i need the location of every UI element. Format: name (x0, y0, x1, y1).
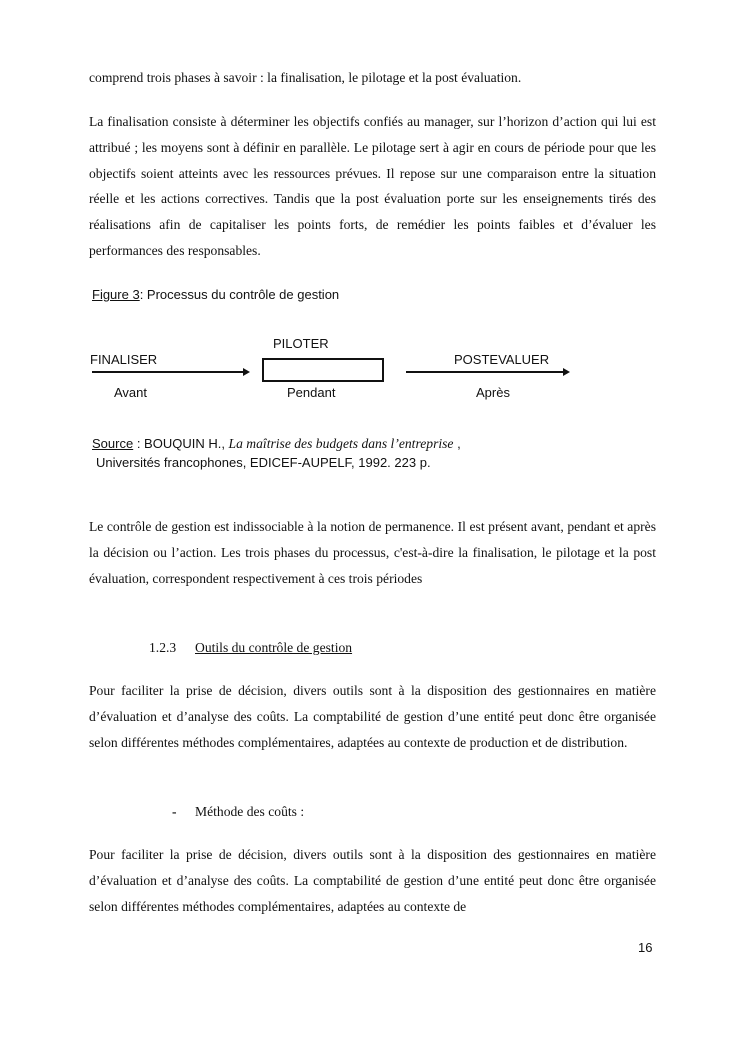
section-title: Outils du contrôle de gestion (195, 640, 353, 655)
source-publisher: Universités francophones, EDICEF-AUPELF, 1992. 223 p. (96, 455, 431, 470)
paragraph-outils: Pour faciliter la prise de décision, divers outils sont à la disposition des gestionnaires en matière d’évaluation et d’analyse des coûts. La comptabilité de gestion d’une entité peut donc être organisée selon différentes méthodes complémentaires, adaptées au contexte de production et de distribution. (89, 683, 656, 750)
arrow-postevaluer-icon (406, 371, 568, 373)
figure-caption: : Processus du contrôle de gestion (139, 287, 340, 302)
bullet-text: Méthode des coûts : (195, 804, 305, 819)
period-pendant: Pendant (287, 385, 336, 400)
bullet-methode-couts (172, 804, 304, 820)
phase-piloter: PILOTER (273, 336, 329, 351)
figure-label: Figure 3 (92, 287, 140, 302)
period-avant: Avant (114, 385, 148, 400)
paragraph-outils-repeat: Pour faciliter la prise de décision, divers outils sont à la disposition des gestionnaires en matière d’évaluation et d’analyse des coûts. La comptabilité de gestion d’une entité peut donc être organisée selon différentes méthodes complémentaires, adaptées au contexte de (89, 847, 656, 914)
intro-line: comprend trois phases à savoir : la finalisation, le pilotage et la post évaluation. (89, 70, 522, 85)
period-apres: Après (476, 385, 510, 400)
bullet-dash: - (172, 804, 177, 819)
figure-source (92, 434, 461, 472)
page-number: 16 (638, 940, 653, 955)
section-number: 1.2.3 (149, 640, 177, 655)
source-title: La maîtrise des budgets dans l’entreprise (228, 436, 454, 451)
phase-postevaluer: POSTEVALUER (454, 352, 550, 367)
figure-title (92, 287, 339, 302)
section-heading (149, 640, 352, 656)
source-author: : BOUQUIN H., (133, 436, 229, 451)
arrow-finaliser-icon (92, 371, 248, 373)
paragraph-permanence: Le contrôle de gestion est indissociable à la notion de permanence. Il est présent avant, pendant et après la décision ou l’action. Les trois phases du processus, c'est-à-dire la finalisation, le pilotage et la post évaluation, correspondent respectivement à ces trois périodes (89, 519, 656, 586)
pilotage-box (262, 358, 384, 382)
source-comma: , (453, 436, 461, 451)
source-label: Source (92, 436, 134, 451)
phase-finaliser: FINALISER (90, 352, 158, 367)
paragraph-finalisation: La finalisation consiste à déterminer les objectifs confiés au manager, sur l’horizon d’action qui lui est attribué ; les moyens sont à définir en parallèle. Le pilotage sert à agir en cours de période pour que les objectifs soient atteints avec les ressources prévues. Il repose sur une comparaison entre la situation réelle et les actions correctives. Tandis que la post évaluation porte sur les enseignements tirés des réalisations afin de capitaliser les points forts, de remédier les points faibles et d’évaluer les performances des responsables. (89, 114, 656, 258)
